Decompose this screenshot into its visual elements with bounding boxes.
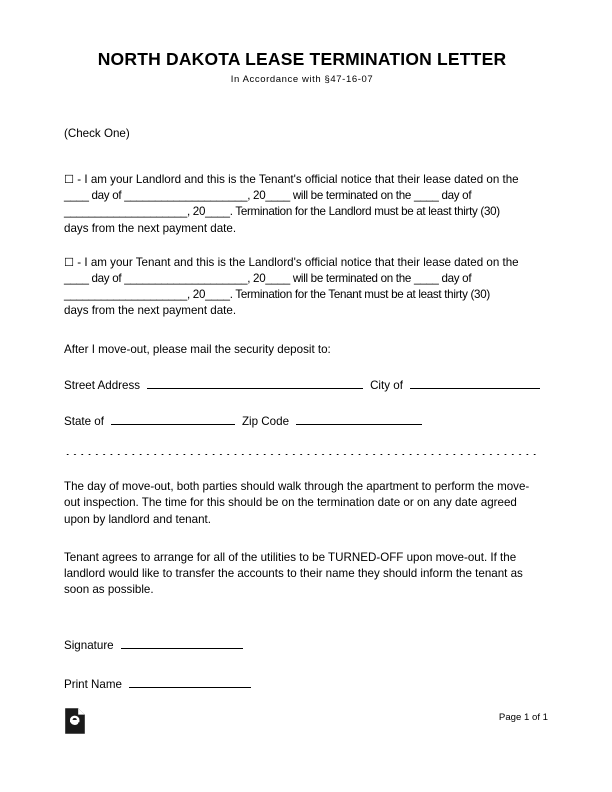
city-label: City of (370, 378, 403, 392)
landlord-end-day-blank[interactable]: ____ (413, 189, 439, 203)
deposit-instruction: After I move-out, please mail the security deposit to: (64, 342, 331, 356)
zip-code-input[interactable] (296, 412, 422, 425)
tenant-end-day-blank[interactable]: ____ (413, 271, 439, 285)
option-separator: - (77, 255, 82, 269)
street-address-input[interactable] (147, 376, 364, 389)
landlord-month-blank[interactable]: ____________________ (124, 189, 248, 203)
eforms-document-logo-icon (64, 707, 86, 735)
signature-label: Signature (64, 639, 114, 653)
option-landlord-line4: days from the next payment date. (64, 221, 237, 235)
tenant-end-month-blank[interactable]: ____________________ (64, 288, 187, 302)
landlord-day-of-text: day of (88, 189, 125, 203)
dotted-divider (64, 454, 540, 455)
address-row-2 (64, 412, 540, 430)
option-separator: - (77, 172, 82, 186)
tenant-end-year-prefix: , 20 (186, 288, 206, 302)
signature-input[interactable] (121, 636, 243, 649)
signature-row (64, 636, 540, 654)
checkbox-tenant[interactable]: ☐ (64, 255, 75, 269)
street-address-label: Street Address (64, 378, 141, 392)
print-name-input[interactable] (129, 675, 251, 688)
page-number: Page 1 of 1 (498, 712, 548, 723)
page-subtitle: In Accordance with §47-16-07 (230, 74, 374, 86)
address-row-1 (64, 376, 540, 394)
landlord-year-blank[interactable]: ____ (265, 189, 290, 203)
move-out-inspection-paragraph: The day of move-out, both parties should walk through the apartment to perform the move-out inspection. The time for this should be on the termination date or on any date agreed upon by landlord and tenant. (64, 480, 530, 526)
state-input[interactable] (111, 412, 235, 425)
option-tenant-line1: I am your Tenant and this is the Landlord's official notice that their lease dated on the (84, 255, 519, 269)
state-label: State of (64, 414, 104, 428)
check-one-instruction: (Check One) (64, 126, 130, 140)
checkbox-landlord[interactable]: ☐ (64, 172, 75, 186)
tenant-year-prefix: , 20 (247, 271, 266, 285)
document-body (64, 0, 540, 693)
landlord-end-year-prefix: , 20 (186, 205, 206, 219)
tenant-terminated-text: will be terminated on the (289, 271, 414, 285)
tenant-month-blank[interactable]: ____________________ (124, 271, 248, 285)
landlord-end-year-blank[interactable]: ____ (205, 205, 230, 219)
landlord-notice-text: . Termination for the Landlord must be at least thirty (30) (229, 205, 500, 219)
landlord-end-day-of-text: day of (438, 189, 472, 203)
tenant-day-of-text: day of (88, 271, 125, 285)
option-tenant[interactable] (64, 255, 540, 320)
city-input[interactable] (410, 376, 540, 389)
landlord-end-month-blank[interactable]: ____________________ (64, 205, 187, 219)
option-tenant-line4: days from the next payment date. (64, 304, 237, 318)
print-name-label: Print Name (64, 677, 122, 691)
page-title: NORTH DAKOTA LEASE TERMINATION LETTER (97, 49, 507, 69)
tenant-end-year-blank[interactable]: ____ (205, 288, 230, 302)
utilities-paragraph: Tenant agrees to arrange for all of the utilities to be TURNED-OFF upon move-out. If the landlord would like to transfer the accounts to their name they should inform the tenant as soon as possible. (64, 550, 523, 597)
landlord-year-prefix: , 20 (247, 189, 266, 203)
tenant-year-blank[interactable]: ____ (265, 271, 290, 285)
tenant-notice-text: . Termination for the Tenant must be at least thirty (30) (229, 288, 490, 302)
zip-code-label: Zip Code (241, 414, 290, 428)
option-landlord[interactable] (64, 172, 540, 237)
landlord-terminated-text: will be terminated on the (289, 189, 414, 203)
landlord-day-blank[interactable]: ____ (64, 189, 89, 203)
option-landlord-line1: I am your Landlord and this is the Tenant's official notice that their lease dated on the (84, 172, 519, 186)
print-name-row (64, 675, 540, 693)
tenant-end-day-of-text: day of (438, 271, 472, 285)
tenant-day-blank[interactable]: ____ (64, 271, 89, 285)
